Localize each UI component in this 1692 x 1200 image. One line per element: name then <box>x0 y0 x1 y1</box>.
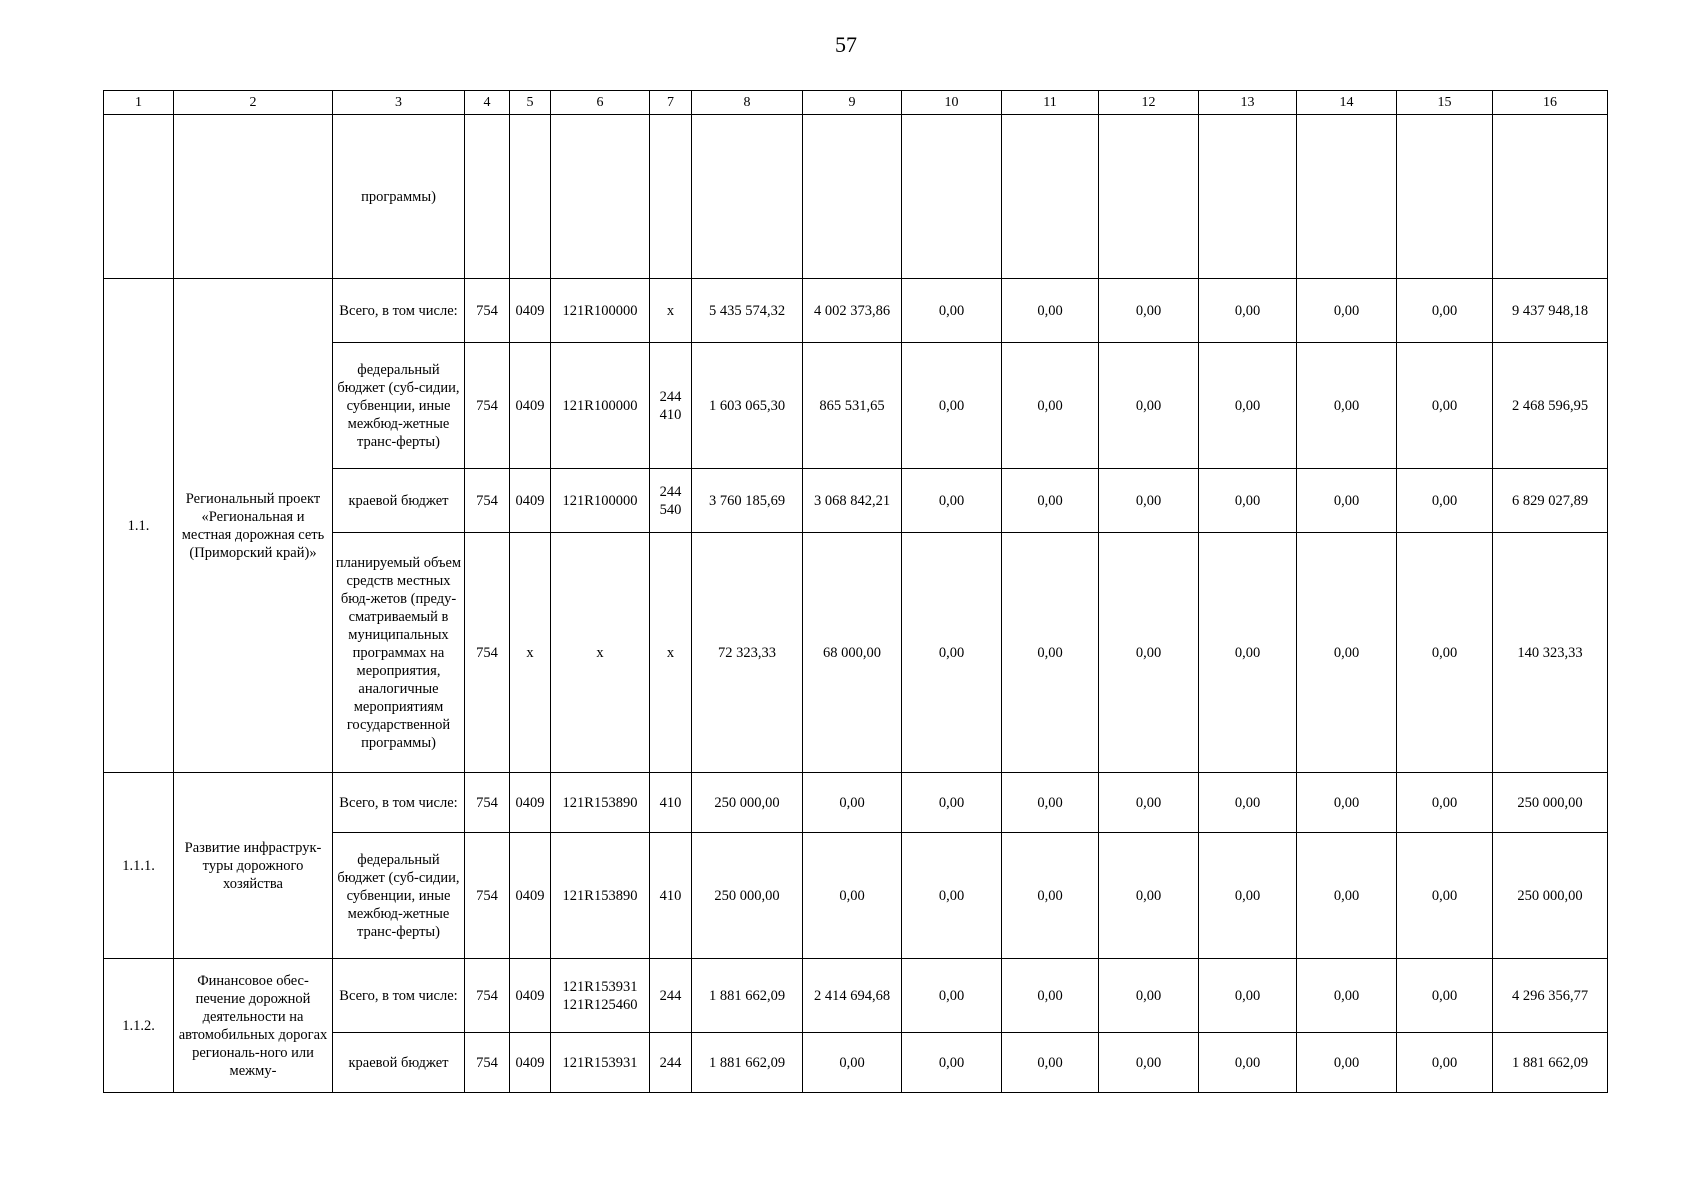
funding-source: федеральный бюджет (суб-сидии, субвенции, иные межбюд-жетные транс-ферты) <box>333 343 465 469</box>
value-cell: 0,00 <box>902 279 1002 343</box>
value-cell: 250 000,00 <box>692 773 803 833</box>
continuation-text: программы) <box>333 115 465 279</box>
value-cell: 0,00 <box>1002 833 1099 959</box>
value-cell: 9 437 948,18 <box>1493 279 1608 343</box>
value-cell: 4 296 356,77 <box>1493 959 1608 1033</box>
value-cell: 0,00 <box>902 533 1002 773</box>
funding-source: краевой бюджет <box>333 1033 465 1093</box>
cell-c4: 754 <box>465 279 510 343</box>
value-cell: 0,00 <box>1297 773 1397 833</box>
item-number: 1.1.1. <box>104 773 174 959</box>
item-title: Региональный проект «Региональная и местная дорожная сеть (Приморский край)» <box>174 279 333 773</box>
cell-c5: 0409 <box>510 279 551 343</box>
value-cell: 0,00 <box>1397 959 1493 1033</box>
table-row <box>104 279 1608 343</box>
value-cell: 2 468 596,95 <box>1493 343 1608 469</box>
value-cell: 0,00 <box>902 343 1002 469</box>
cell-c6: 121R100000 <box>551 469 650 533</box>
value-cell: 0,00 <box>1397 1033 1493 1093</box>
value-cell: 0,00 <box>1297 279 1397 343</box>
column-header: 3 <box>333 91 465 115</box>
funding-source: Всего, в том числе: <box>333 959 465 1033</box>
value-cell: 0,00 <box>1099 833 1199 959</box>
value-cell: 1 881 662,09 <box>692 1033 803 1093</box>
column-header: 4 <box>465 91 510 115</box>
cell-c5: 0409 <box>510 343 551 469</box>
cell-c7: 244 <box>650 959 692 1033</box>
value-cell: 0,00 <box>902 469 1002 533</box>
cell-c7: 244 540 <box>650 469 692 533</box>
value-cell: 0,00 <box>1297 343 1397 469</box>
value-cell: 0,00 <box>902 959 1002 1033</box>
cell-c6: 121R153931 121R125460 <box>551 959 650 1033</box>
value-cell: 2 414 694,68 <box>803 959 902 1033</box>
funding-source: федеральный бюджет (суб-сидии, субвенции, иные межбюд-жетные транс-ферты) <box>333 833 465 959</box>
value-cell: 865 531,65 <box>803 343 902 469</box>
column-header: 12 <box>1099 91 1199 115</box>
item-number: 1.1. <box>104 279 174 773</box>
column-header: 15 <box>1397 91 1493 115</box>
cell-c6: x <box>551 533 650 773</box>
value-cell: 0,00 <box>1002 959 1099 1033</box>
item-title: Финансовое обес-печение дорожной деятельности на автомобильных дорогах региональ-ного или межму- <box>174 959 333 1093</box>
value-cell: 0,00 <box>1297 533 1397 773</box>
value-cell: 72 323,33 <box>692 533 803 773</box>
continuation-row <box>104 115 1608 279</box>
cell-c6: 121R100000 <box>551 343 650 469</box>
funding-source: планируемый объем средств местных бюд-жетов (преду-сматриваемый в муниципальных программах на мероприятия, аналогичные мероприятиям государственной программы) <box>333 533 465 773</box>
value-cell: 250 000,00 <box>1493 833 1608 959</box>
column-header: 5 <box>510 91 551 115</box>
cell-c4: 754 <box>465 469 510 533</box>
column-header: 7 <box>650 91 692 115</box>
value-cell: 0,00 <box>1397 773 1493 833</box>
value-cell: 250 000,00 <box>1493 773 1608 833</box>
value-cell: 0,00 <box>1002 469 1099 533</box>
value-cell: 68 000,00 <box>803 533 902 773</box>
column-header: 16 <box>1493 91 1608 115</box>
value-cell: 0,00 <box>1199 533 1297 773</box>
cell-c4: 754 <box>465 833 510 959</box>
value-cell: 0,00 <box>1297 959 1397 1033</box>
cell-c6: 121R153890 <box>551 833 650 959</box>
column-header: 10 <box>902 91 1002 115</box>
cell-c5: 0409 <box>510 469 551 533</box>
value-cell: 0,00 <box>1199 343 1297 469</box>
value-cell: 6 829 027,89 <box>1493 469 1608 533</box>
cell-c6: 121R153890 <box>551 773 650 833</box>
value-cell: 0,00 <box>1397 833 1493 959</box>
value-cell: 1 881 662,09 <box>692 959 803 1033</box>
cell-c7: 410 <box>650 833 692 959</box>
value-cell: 0,00 <box>1099 1033 1199 1093</box>
value-cell: 0,00 <box>803 1033 902 1093</box>
cell-c5: x <box>510 533 551 773</box>
value-cell: 0,00 <box>1297 469 1397 533</box>
value-cell: 0,00 <box>1199 833 1297 959</box>
funding-source: Всего, в том числе: <box>333 279 465 343</box>
value-cell: 0,00 <box>1199 1033 1297 1093</box>
column-header: 14 <box>1297 91 1397 115</box>
value-cell: 250 000,00 <box>692 833 803 959</box>
value-cell: 0,00 <box>1099 469 1199 533</box>
cell-c5: 0409 <box>510 959 551 1033</box>
value-cell: 0,00 <box>1099 279 1199 343</box>
cell-c7: x <box>650 533 692 773</box>
value-cell: 0,00 <box>1002 1033 1099 1093</box>
column-header: 8 <box>692 91 803 115</box>
value-cell: 0,00 <box>902 1033 1002 1093</box>
column-header: 6 <box>551 91 650 115</box>
cell-c5: 0409 <box>510 773 551 833</box>
column-header: 11 <box>1002 91 1099 115</box>
value-cell: 0,00 <box>1297 833 1397 959</box>
item-title: Развитие инфраструк-туры дорожного хозяйства <box>174 773 333 959</box>
value-cell: 0,00 <box>1002 533 1099 773</box>
value-cell: 0,00 <box>1099 533 1199 773</box>
value-cell: 0,00 <box>1199 279 1297 343</box>
cell-c4: 754 <box>465 533 510 773</box>
header-row <box>104 91 1608 115</box>
value-cell: 0,00 <box>803 833 902 959</box>
value-cell: 0,00 <box>1199 959 1297 1033</box>
value-cell: 0,00 <box>902 773 1002 833</box>
value-cell: 0,00 <box>1099 343 1199 469</box>
cell-c7: x <box>650 279 692 343</box>
value-cell: 0,00 <box>1199 469 1297 533</box>
column-header: 9 <box>803 91 902 115</box>
value-cell: 0,00 <box>1199 773 1297 833</box>
cell-c4: 754 <box>465 1033 510 1093</box>
cell-c5: 0409 <box>510 833 551 959</box>
column-header: 13 <box>1199 91 1297 115</box>
value-cell: 0,00 <box>1397 279 1493 343</box>
cell-c6: 121R100000 <box>551 279 650 343</box>
value-cell: 0,00 <box>1099 773 1199 833</box>
value-cell: 3 068 842,21 <box>803 469 902 533</box>
funding-source: Всего, в том числе: <box>333 773 465 833</box>
value-cell: 0,00 <box>803 773 902 833</box>
value-cell: 4 002 373,86 <box>803 279 902 343</box>
value-cell: 0,00 <box>1002 343 1099 469</box>
value-cell: 0,00 <box>902 833 1002 959</box>
cell-c6: 121R153931 <box>551 1033 650 1093</box>
budget-table <box>103 90 1608 1093</box>
cell-c4: 754 <box>465 959 510 1033</box>
value-cell: 0,00 <box>1397 343 1493 469</box>
funding-source: краевой бюджет <box>333 469 465 533</box>
value-cell: 0,00 <box>1297 1033 1397 1093</box>
cell-c4: 754 <box>465 343 510 469</box>
value-cell: 1 881 662,09 <box>1493 1033 1608 1093</box>
value-cell: 0,00 <box>1397 533 1493 773</box>
cell-c4: 754 <box>465 773 510 833</box>
value-cell: 0,00 <box>1002 773 1099 833</box>
table-row <box>104 959 1608 1033</box>
column-header: 2 <box>174 91 333 115</box>
value-cell: 5 435 574,32 <box>692 279 803 343</box>
value-cell: 0,00 <box>1002 279 1099 343</box>
value-cell: 140 323,33 <box>1493 533 1608 773</box>
item-number: 1.1.2. <box>104 959 174 1093</box>
cell-c5: 0409 <box>510 1033 551 1093</box>
cell-c7: 410 <box>650 773 692 833</box>
table-row <box>104 773 1608 833</box>
value-cell: 3 760 185,69 <box>692 469 803 533</box>
value-cell: 0,00 <box>1099 959 1199 1033</box>
value-cell: 1 603 065,30 <box>692 343 803 469</box>
cell-c7: 244 410 <box>650 343 692 469</box>
cell-c7: 244 <box>650 1033 692 1093</box>
page-number: 57 <box>835 32 857 57</box>
column-header: 1 <box>104 91 174 115</box>
value-cell: 0,00 <box>1397 469 1493 533</box>
